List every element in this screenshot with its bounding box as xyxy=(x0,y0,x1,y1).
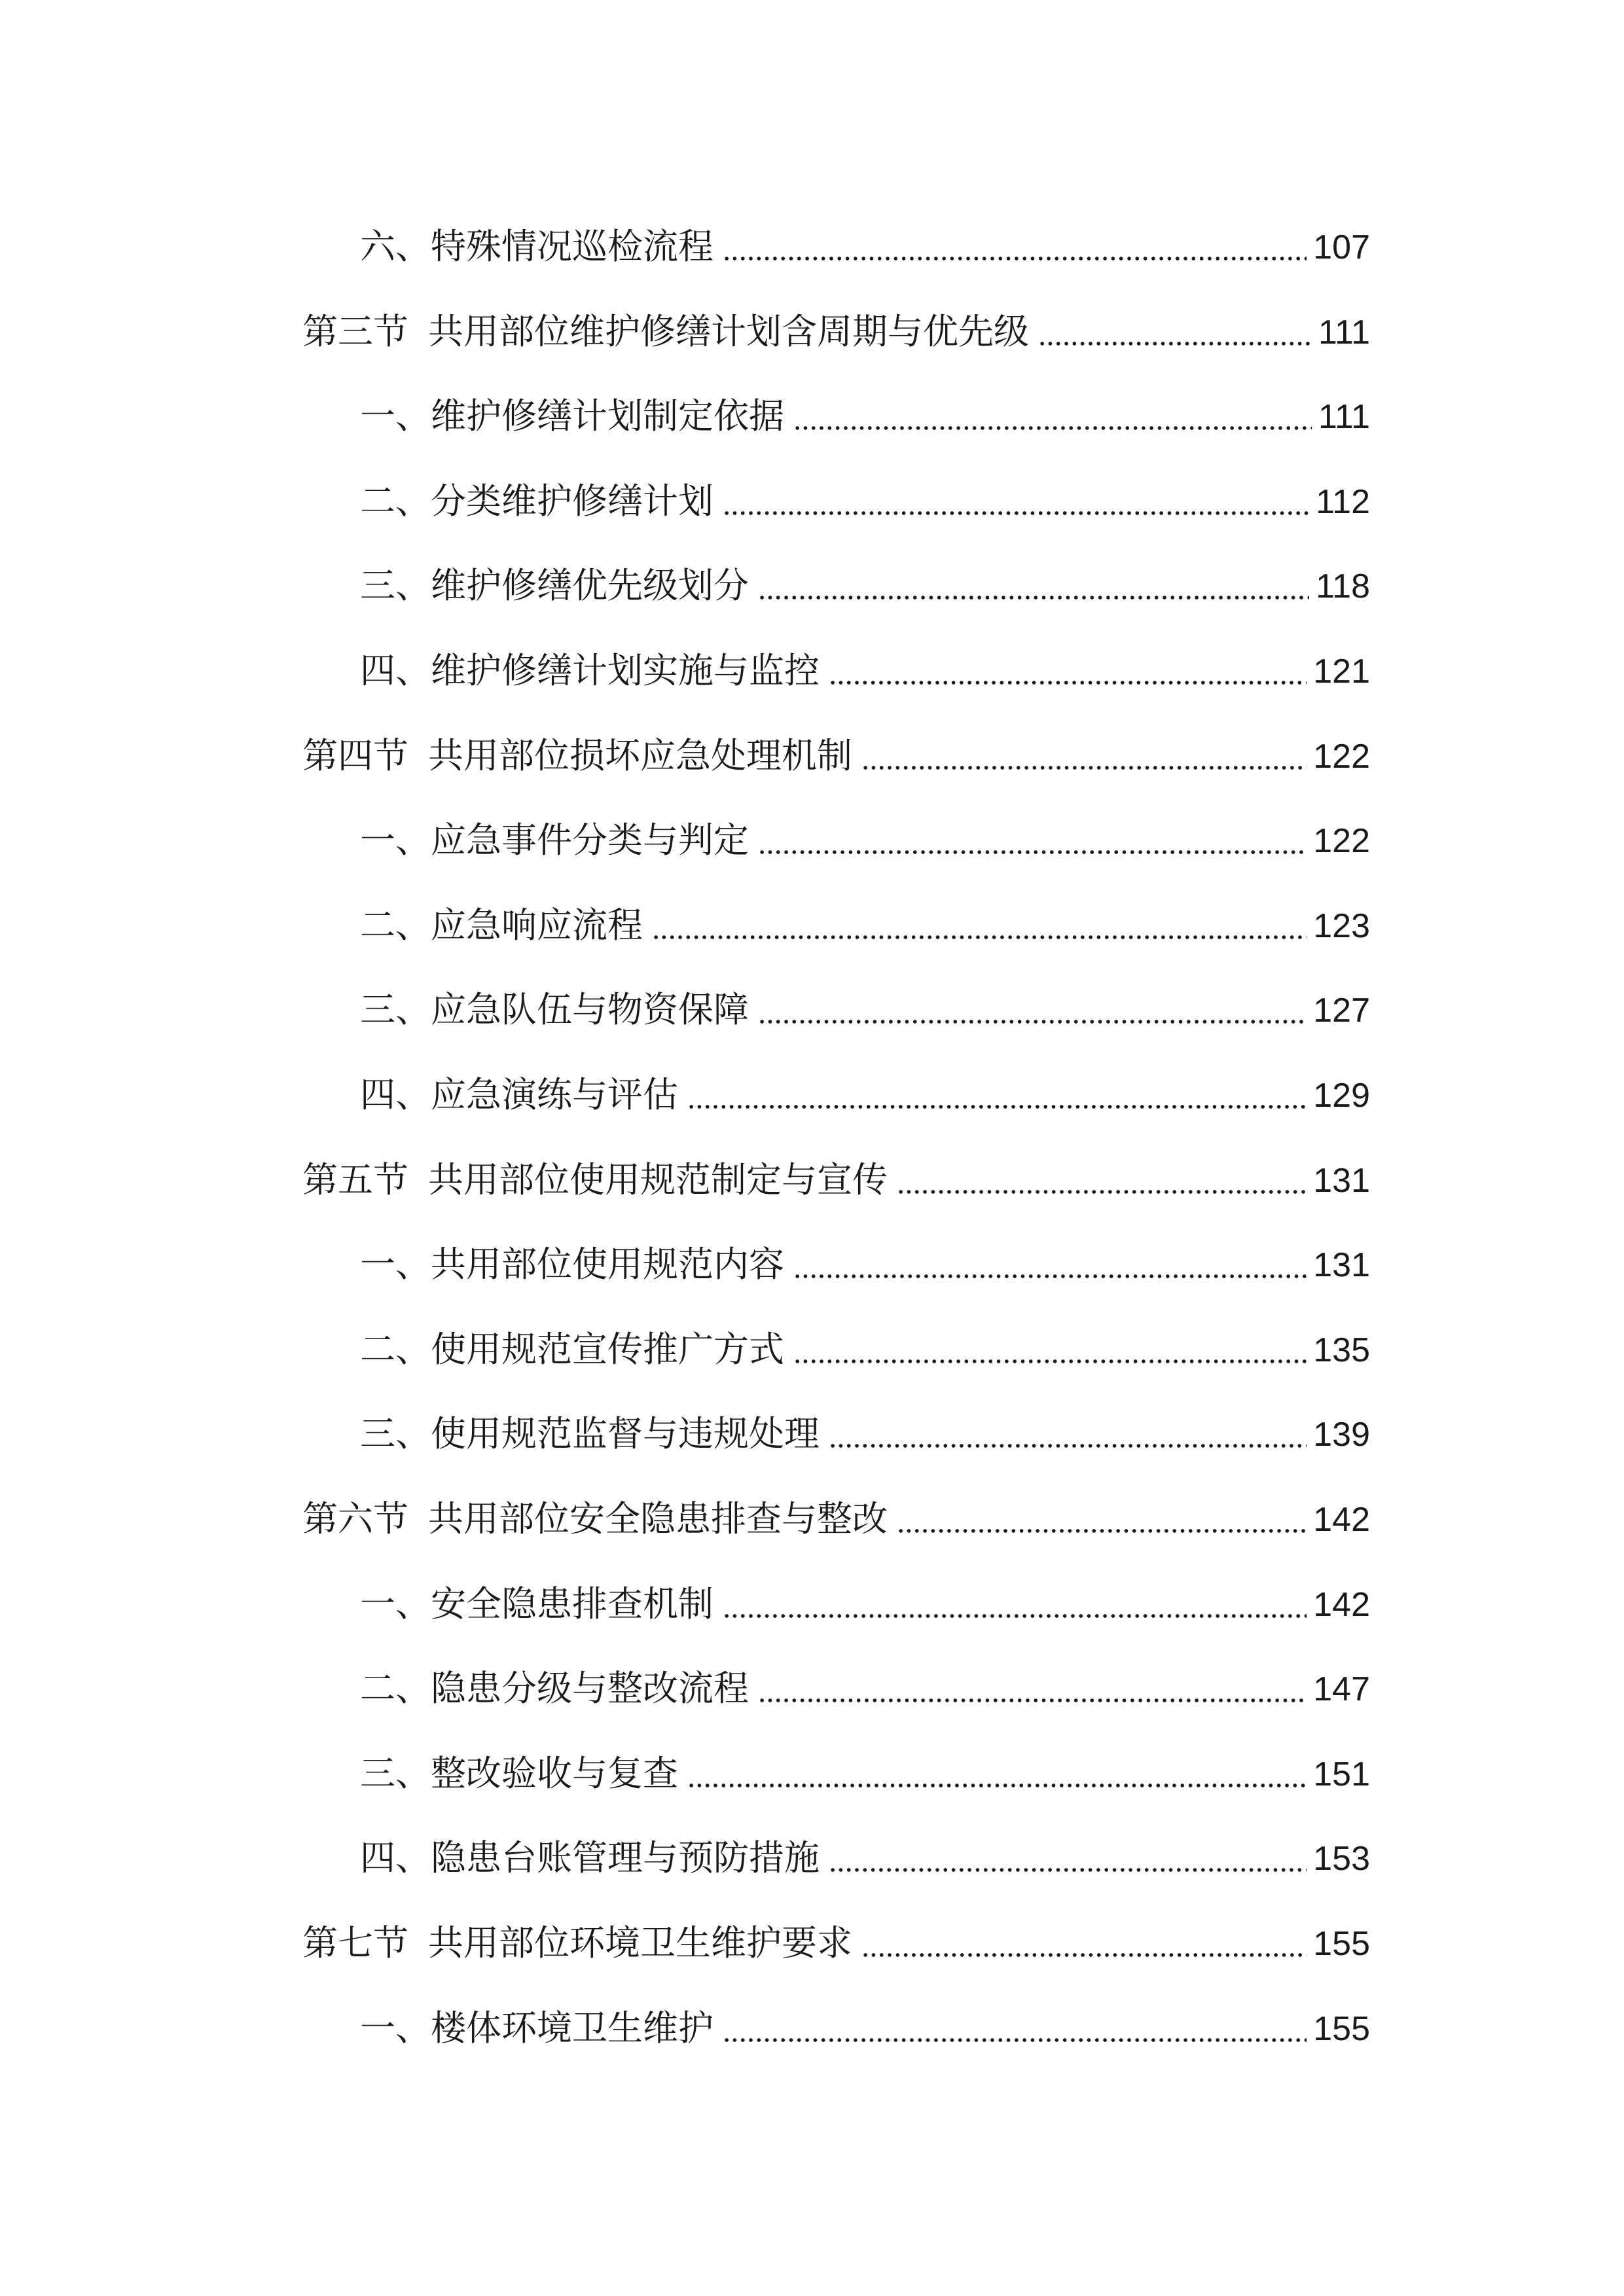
toc-page-number: 155 xyxy=(1313,1925,1370,1963)
toc-subsection-entry[interactable] xyxy=(360,547,1370,606)
toc-dot-leader xyxy=(758,1018,1307,1025)
toc-entry-label xyxy=(360,1668,749,1710)
toc-dot-leader xyxy=(897,1528,1307,1534)
toc-entry-label xyxy=(360,650,820,691)
toc-entry-label xyxy=(302,1498,888,1539)
toc-page-number: 139 xyxy=(1313,1416,1370,1454)
toc-entry-label xyxy=(360,819,749,861)
toc-page-number: 107 xyxy=(1313,228,1370,266)
toc-entry-label xyxy=(360,2007,713,2049)
toc-entry-title: 一、维护修缮计划制定依据 xyxy=(360,395,784,437)
toc-entry-title: 二、隐患分级与整改流程 xyxy=(360,1668,749,1710)
toc-entry-label xyxy=(360,395,784,437)
toc-subsection-entry[interactable] xyxy=(360,1820,1370,1878)
toc-entry-title: 三、应急队伍与物资保障 xyxy=(360,989,749,1031)
toc-dot-leader xyxy=(793,425,1312,431)
toc-section-number: 第四节 xyxy=(302,734,408,776)
toc-subsection-entry[interactable] xyxy=(360,802,1370,861)
toc-page-number: 122 xyxy=(1313,822,1370,861)
toc-page-number: 142 xyxy=(1313,1501,1370,1539)
toc-entry-title: 三、整改验收与复查 xyxy=(360,1752,678,1794)
toc-entry-title: 二、分类维护修缮计划 xyxy=(360,480,713,522)
toc-subsection-entry[interactable] xyxy=(360,632,1370,691)
toc-page-number: 155 xyxy=(1313,2009,1370,2048)
toc-page-number: 147 xyxy=(1313,1670,1370,1709)
toc-entry-title: 三、使用规范监督与违规处理 xyxy=(360,1413,820,1455)
toc-subsection-entry[interactable] xyxy=(360,887,1370,946)
toc-section-entry[interactable] xyxy=(302,1141,1370,1200)
toc-entry-title: 二、应急响应流程 xyxy=(360,904,643,946)
toc-dot-leader xyxy=(758,594,1309,601)
toc-page-number: 122 xyxy=(1313,737,1370,776)
toc-subsection-entry[interactable] xyxy=(360,378,1370,437)
toc-dot-leader xyxy=(829,1867,1307,1873)
toc-entry-title: 共用部位使用规范制定与宣传 xyxy=(428,1158,888,1200)
toc-subsection-entry[interactable] xyxy=(360,1395,1370,1454)
toc-section-entry[interactable] xyxy=(302,293,1370,352)
toc-dot-leader xyxy=(758,849,1307,855)
toc-subsection-entry[interactable] xyxy=(360,1650,1370,1709)
toc-dot-leader xyxy=(793,1273,1307,1280)
toc-dot-leader xyxy=(829,1443,1307,1449)
toc-entry-title: 共用部位损坏应急处理机制 xyxy=(428,734,852,776)
toc-entry-label xyxy=(302,1922,852,1964)
toc-subsection-entry[interactable] xyxy=(360,463,1370,522)
toc-entry-label xyxy=(360,226,713,267)
toc-entry-label xyxy=(302,1158,888,1200)
toc-page-number: 127 xyxy=(1313,992,1370,1030)
toc-page-number: 131 xyxy=(1313,1246,1370,1285)
toc-entry-title: 共用部位维护修缮计划含周期与优先级 xyxy=(428,310,1029,352)
toc-subsection-entry[interactable] xyxy=(360,1990,1370,2049)
toc-dot-leader xyxy=(652,934,1307,941)
toc-section-entry[interactable] xyxy=(302,1905,1370,1964)
toc-page-number: 118 xyxy=(1316,567,1370,606)
toc-subsection-entry[interactable] xyxy=(360,971,1370,1030)
toc-entry-label xyxy=(302,734,852,776)
toc-dot-leader xyxy=(1038,340,1312,347)
toc-entry-title: 四、应急演练与评估 xyxy=(360,1074,678,1115)
toc-entry-label xyxy=(302,310,1029,352)
toc-entry-title: 一、安全隐患排查机制 xyxy=(360,1583,713,1624)
toc-page-number: 121 xyxy=(1313,653,1370,691)
toc-dot-leader xyxy=(687,1103,1307,1110)
toc-dot-leader xyxy=(897,1189,1307,1195)
toc-entry-title: 一、共用部位使用规范内容 xyxy=(360,1244,784,1285)
toc-page-number: 131 xyxy=(1313,1161,1370,1200)
toc-entry-title: 四、隐患台账管理与预防措施 xyxy=(360,1837,820,1879)
toc-entry-title: 二、使用规范宣传推广方式 xyxy=(360,1328,784,1370)
toc-entry-title: 一、应急事件分类与判定 xyxy=(360,819,749,861)
toc-entry-label xyxy=(360,1583,713,1624)
toc-subsection-entry[interactable] xyxy=(360,1226,1370,1285)
toc-subsection-entry[interactable] xyxy=(360,1735,1370,1794)
toc-entry-label xyxy=(360,1244,784,1285)
toc-dot-leader xyxy=(723,2037,1307,2043)
toc-page-number: 135 xyxy=(1313,1331,1370,1369)
toc-page-number: 111 xyxy=(1318,398,1370,437)
toc-subsection-entry[interactable] xyxy=(360,1566,1370,1624)
toc-entry-label xyxy=(360,1328,784,1370)
toc-page-number: 111 xyxy=(1318,313,1370,351)
toc-entry-label xyxy=(360,989,749,1031)
toc-subsection-entry[interactable] xyxy=(360,208,1370,267)
toc-entry-title: 四、维护修缮计划实施与监控 xyxy=(360,650,820,691)
toc-entry-label xyxy=(360,1752,678,1794)
toc-dot-leader xyxy=(723,510,1309,516)
toc-dot-leader xyxy=(861,1952,1307,1958)
toc-entry-label xyxy=(360,1413,820,1455)
toc-section-number: 第五节 xyxy=(302,1158,408,1200)
toc-section-number: 第六节 xyxy=(302,1498,408,1539)
toc-dot-leader xyxy=(758,1697,1307,1704)
toc-entry-label xyxy=(360,480,713,522)
toc-section-entry[interactable] xyxy=(302,717,1370,776)
toc-page-number: 142 xyxy=(1313,1585,1370,1624)
toc-page-number: 123 xyxy=(1313,906,1370,945)
toc-page-number: 112 xyxy=(1316,482,1370,521)
toc-entry-title: 六、特殊情况巡检流程 xyxy=(360,226,713,267)
toc-dot-leader xyxy=(723,1613,1307,1619)
toc-entry-title: 一、楼体环境卫生维护 xyxy=(360,2007,713,2049)
toc-page-number: 153 xyxy=(1313,1840,1370,1878)
toc-dot-leader xyxy=(829,679,1307,686)
toc-dot-leader xyxy=(723,255,1307,262)
toc-dot-leader xyxy=(687,1782,1307,1789)
toc-page-number: 129 xyxy=(1313,1077,1370,1115)
toc-entry-title: 三、维护修缮优先级划分 xyxy=(360,565,749,607)
toc-entry-label xyxy=(360,904,643,946)
toc-entry-label xyxy=(360,565,749,607)
toc-page-number: 151 xyxy=(1313,1755,1370,1793)
toc-entry-title: 共用部位环境卫生维护要求 xyxy=(428,1922,852,1964)
toc-entry-label xyxy=(360,1837,820,1879)
toc-dot-leader xyxy=(861,764,1307,771)
toc-dot-leader xyxy=(793,1358,1307,1365)
toc-entry-label xyxy=(360,1074,678,1115)
toc-subsection-entry[interactable] xyxy=(360,1311,1370,1370)
toc-section-number: 第三节 xyxy=(302,310,408,352)
toc-entry-title: 共用部位安全隐患排查与整改 xyxy=(428,1498,888,1539)
toc-section-entry[interactable] xyxy=(302,1480,1370,1539)
toc-section-number: 第七节 xyxy=(302,1922,408,1964)
toc-subsection-entry[interactable] xyxy=(360,1056,1370,1115)
